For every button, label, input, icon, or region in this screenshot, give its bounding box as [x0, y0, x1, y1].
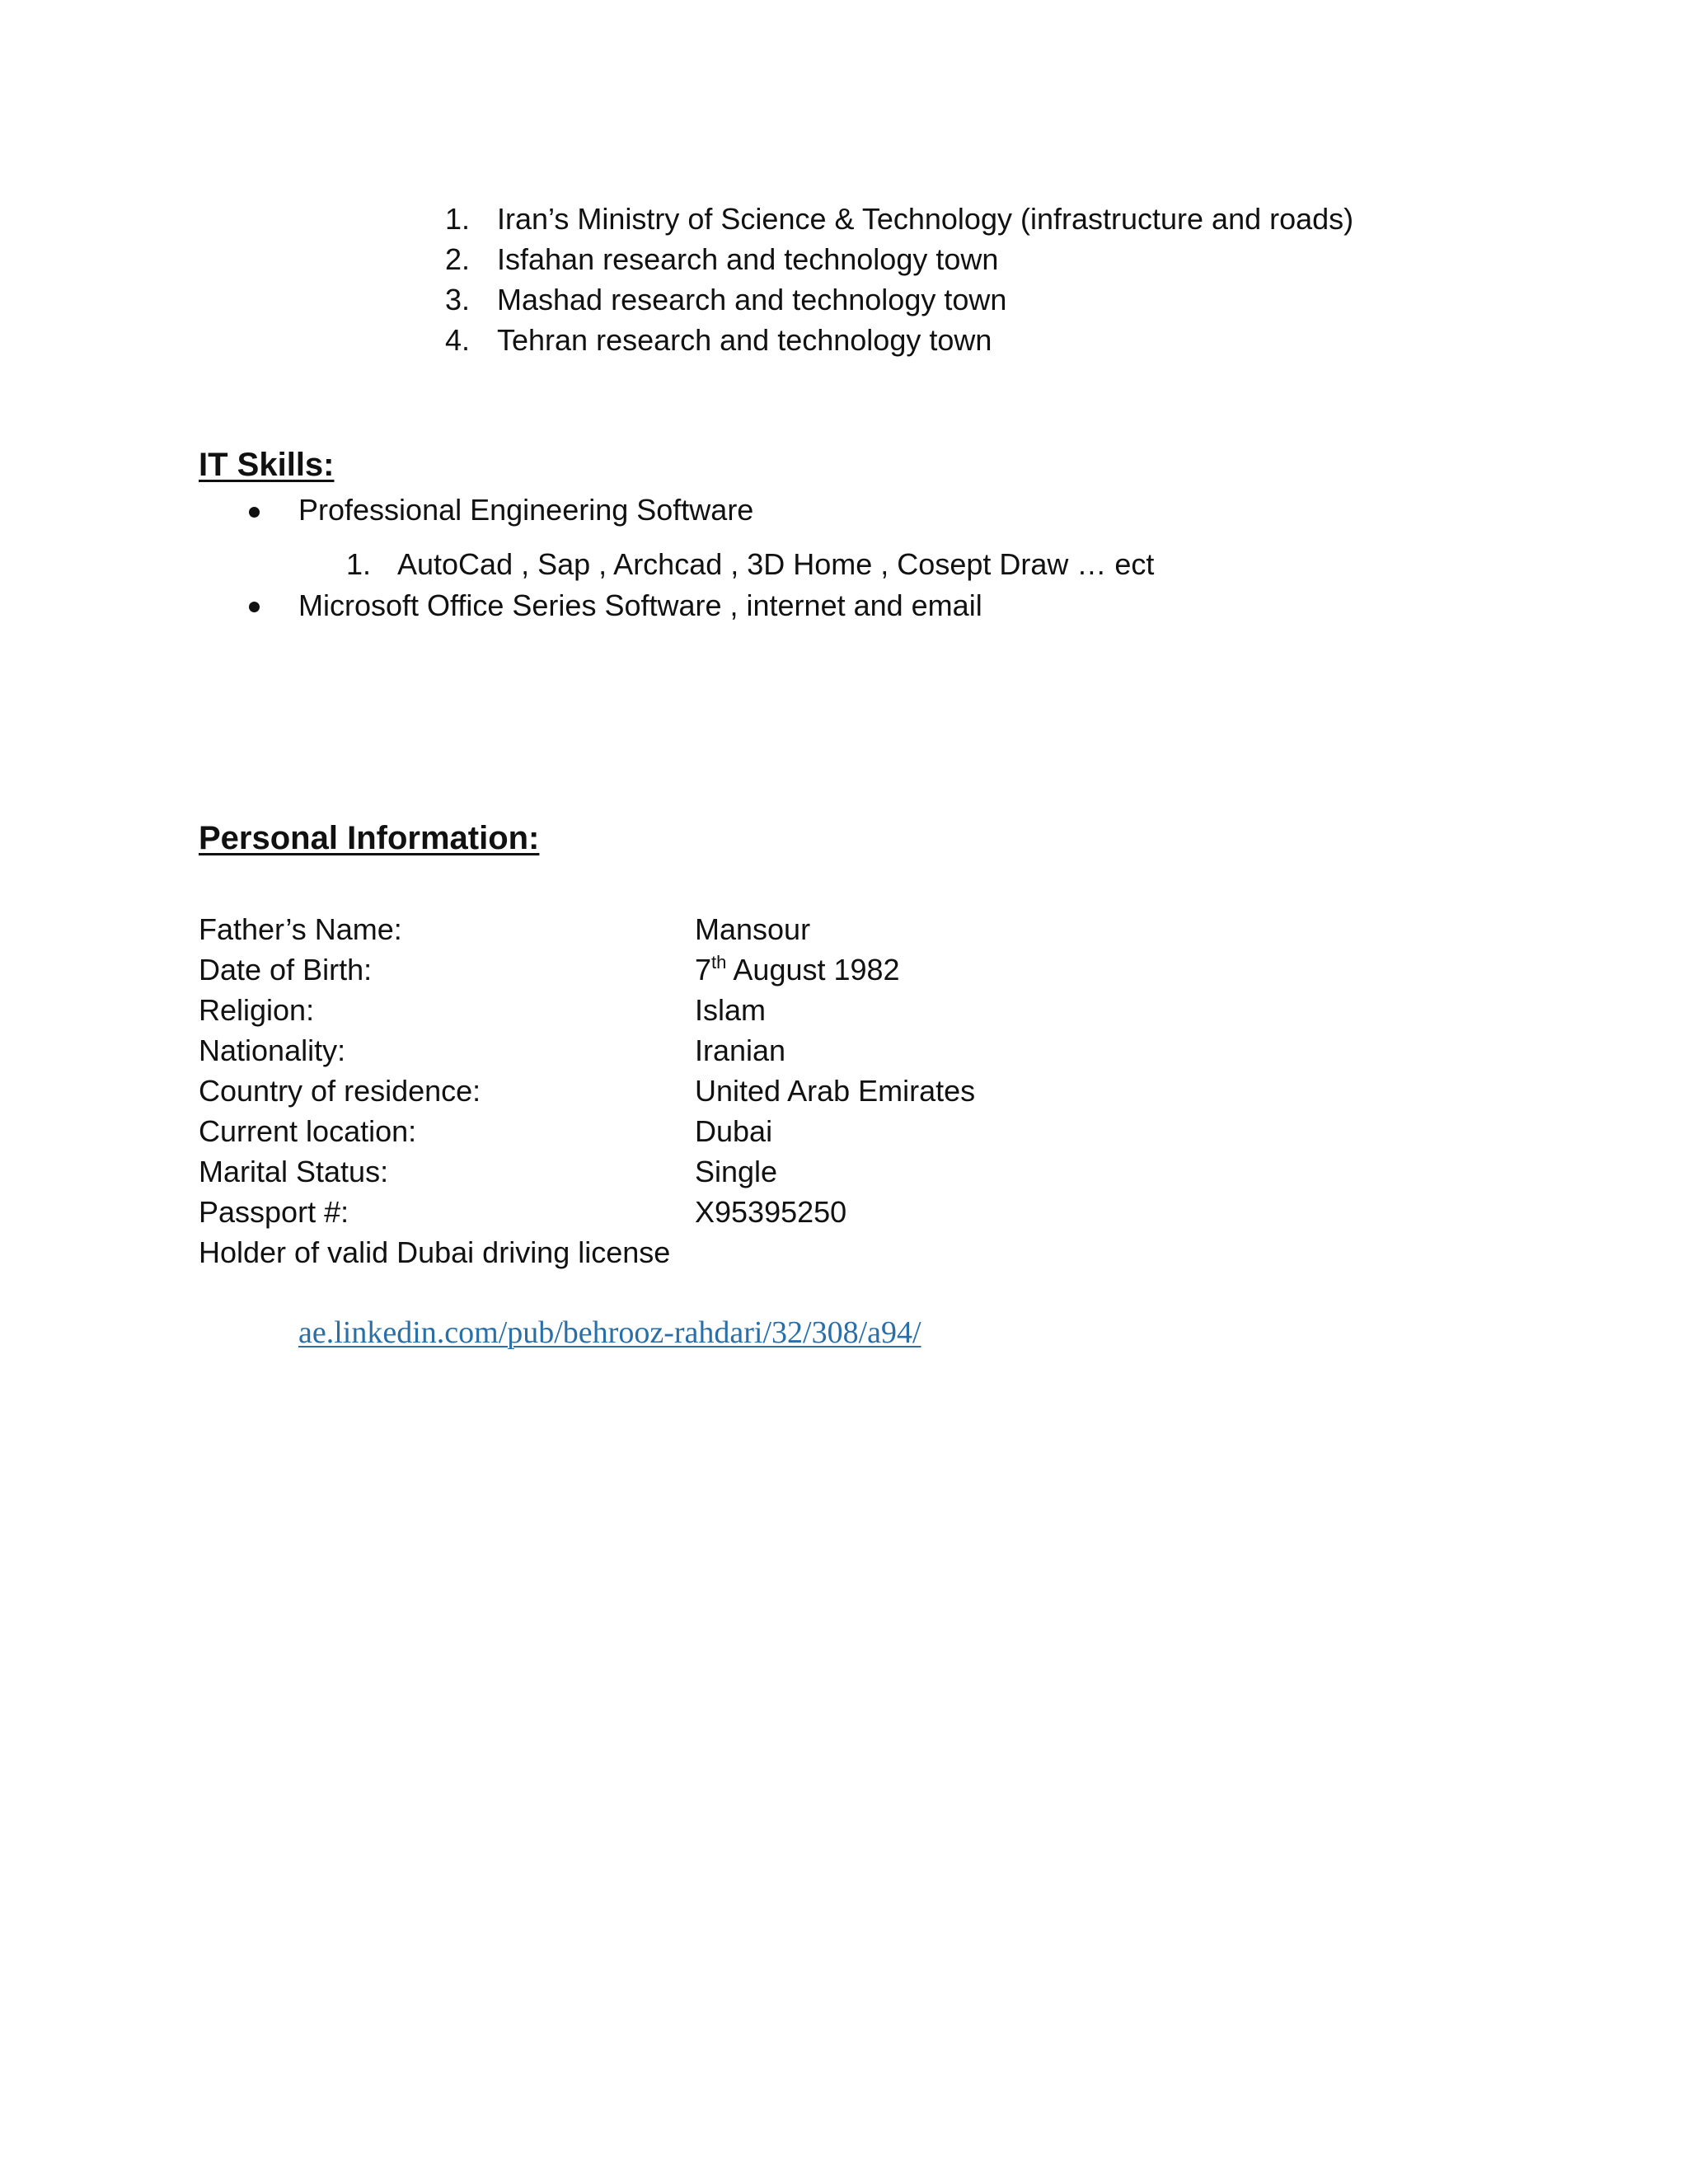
info-label: Religion: — [199, 993, 315, 1027]
skill-item: Professional Engineering Software — [298, 493, 754, 527]
info-label: Marital Status: — [199, 1155, 389, 1188]
personal-info-heading: Personal Information: — [199, 820, 540, 856]
list-item-number: 2. — [444, 242, 470, 276]
info-value: Dubai — [695, 1114, 773, 1148]
it-skills-heading: IT Skills: — [199, 447, 335, 483]
skill-item: Microsoft Office Series Software , internet and email — [298, 588, 982, 622]
info-value-date-of-birth: 7th August 1982 — [695, 952, 900, 987]
info-label: Current location: — [199, 1114, 417, 1148]
info-value: X95395250 — [695, 1195, 847, 1229]
info-value: Single — [695, 1155, 778, 1188]
info-label: Nationality: — [199, 1033, 346, 1067]
info-label: Date of Birth: — [199, 953, 373, 987]
info-value: Islam — [695, 993, 767, 1027]
list-item: Iran’s Ministry of Science & Technology (infrastructure and roads) — [497, 202, 1354, 236]
list-item: Tehran research and technology town — [497, 323, 992, 357]
info-label: Passport #: — [199, 1195, 349, 1229]
info-label: Father’s Name: — [199, 912, 402, 946]
info-label: Country of residence: — [199, 1074, 481, 1108]
bullet-icon — [249, 602, 260, 612]
list-item-number: 1. — [444, 202, 470, 236]
info-value: United Arab Emirates — [695, 1074, 976, 1108]
linkedin-link[interactable]: ae.linkedin.com/pub/behrooz-rahdari/32/308/a94/ — [298, 1315, 921, 1350]
sub-item-number: 1. — [345, 547, 371, 581]
skill-sub-item: AutoCad , Sap , Archcad , 3D Home , Cosept Draw … ect — [397, 547, 1155, 581]
info-value: Iranian — [695, 1033, 786, 1067]
info-value: Mansour — [695, 912, 811, 946]
bullet-icon — [249, 507, 260, 518]
list-item: Isfahan research and technology town — [497, 242, 999, 276]
list-item-number: 3. — [444, 283, 470, 316]
driving-license-note: Holder of valid Dubai driving license — [199, 1235, 671, 1269]
list-item: Mashad research and technology town — [497, 283, 1007, 316]
list-item-number: 4. — [444, 323, 470, 357]
